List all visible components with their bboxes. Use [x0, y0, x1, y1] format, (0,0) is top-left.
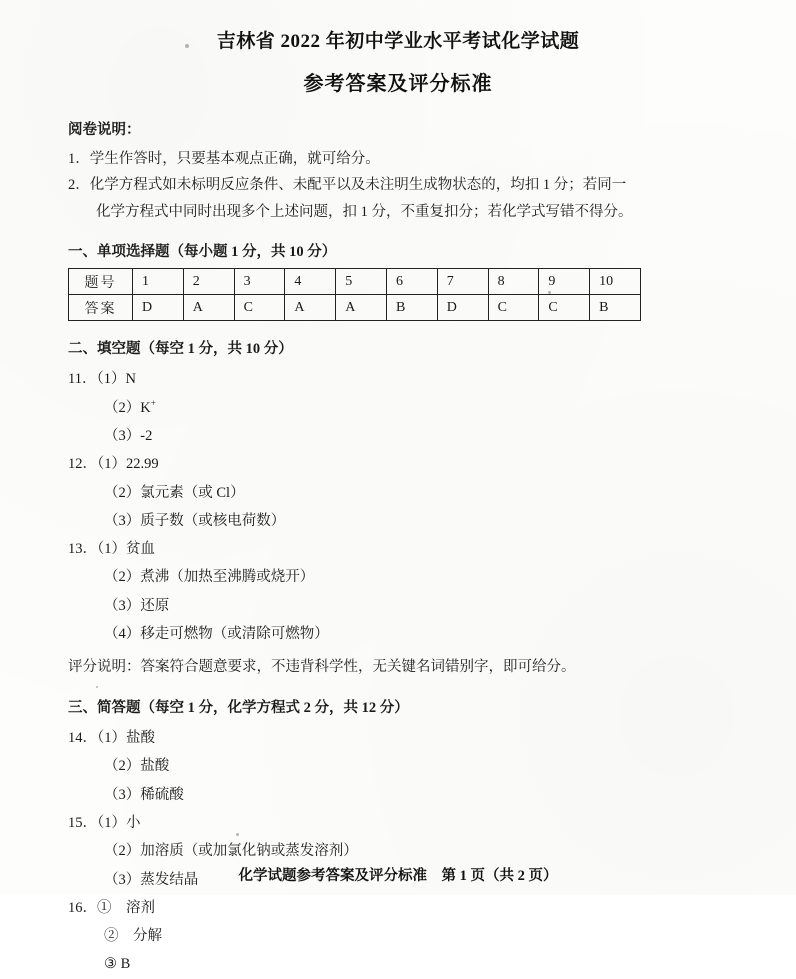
- page-subtitle: 参考答案及评分标准: [303, 73, 493, 95]
- table-cell-number-1: 1: [133, 269, 184, 295]
- table-row-label-number: 题号: [69, 269, 133, 295]
- answer-line-14-1: 14．（1）盐酸: [68, 730, 155, 747]
- table-cell-number-2: 2: [183, 269, 234, 295]
- section-heading-choice: 一、单项选择题（每小题 1 分，共 10 分）: [68, 244, 337, 261]
- answer-line-14-2: （2）盐酸: [104, 758, 170, 775]
- table-row-answers: [69, 295, 641, 321]
- notes-line-1: 1．学生作答时，只要基本观点正确，就可给分。: [68, 151, 380, 167]
- answer-line-13-1: 13．（1）贫血: [68, 541, 155, 558]
- answer-line-11-1: 11．（1）N: [68, 371, 136, 388]
- answer-line-16-3: ③ B: [104, 956, 131, 973]
- answer-line-15-1: 15．（1）小: [68, 815, 141, 831]
- table-cell-answer-3: C: [234, 295, 285, 321]
- answer-line-16-1: 16．① 溶剂: [68, 899, 155, 916]
- answer-line-13-4: （4）移走可燃物（或清除可燃物）: [104, 625, 329, 642]
- table-cell-answer-4: A: [285, 295, 336, 321]
- table-cell-answer-7: D: [437, 295, 488, 321]
- answer-line-11-2-text: （2）K: [104, 399, 151, 416]
- table-cell-number-5: 5: [336, 269, 387, 295]
- answer-line-11-2: [68, 394, 728, 422]
- answer-line-11-3: （3）-2: [104, 427, 153, 444]
- table-cell-number-4: 4: [285, 269, 336, 295]
- scoring-note: 评分说明：答案符合题意要求，不违背科学性，无关键名词错别字，即可给分。: [68, 659, 576, 676]
- table-cell-number-10: 10: [590, 269, 641, 295]
- section-heading-short: 三、简答题（每空 1 分，化学方程式 2 分，共 12 分）: [68, 700, 409, 717]
- notes-heading: 阅卷说明：: [68, 122, 141, 138]
- table-cell-answer-8: C: [488, 295, 539, 321]
- table-cell-number-3: 3: [234, 269, 285, 295]
- table-cell-answer-2: A: [183, 295, 234, 321]
- answer-line-15-3: （3）蒸发结晶: [104, 871, 199, 888]
- notes-line-2: 2．化学方程式如未标明反应条件、未配平以及未注明生成物状态的，均扣 1 分；若同一: [68, 177, 627, 194]
- page-content: [68, 0, 728, 979]
- table-cell-number-6: 6: [386, 269, 437, 295]
- table-cell-answer-6: B: [386, 295, 437, 321]
- answer-line-12-3: （3）质子数（或核电荷数）: [104, 512, 286, 529]
- table-row-label-answer: 答案: [69, 295, 133, 321]
- answer-line-13-2: （2）煮沸（加热至沸腾或烧开）: [104, 569, 315, 586]
- answer-table: [68, 268, 641, 321]
- superscript-plus: +: [150, 397, 156, 408]
- section-heading-fill: 二、填空题（每空 1 分，共 10 分）: [68, 341, 293, 358]
- answer-line-15-2: （2）加溶质（或加氯化钠或蒸发溶剂）: [104, 843, 358, 860]
- answer-line-13-3: （3）还原: [104, 597, 170, 614]
- notes-line-3: 化学方程式中同时出现多个上述问题，扣 1 分，不重复扣分；若化学式写错不得分。: [96, 203, 633, 220]
- table-cell-answer-9: C: [539, 295, 590, 321]
- page-title: 吉林省 2022 年初中学业水平考试化学试题: [216, 31, 580, 52]
- answer-line-16-2: ② 分解: [104, 928, 162, 945]
- table-cell-number-7: 7: [437, 269, 488, 295]
- table-cell-answer-5: A: [336, 295, 387, 321]
- table-cell-answer-1: D: [133, 295, 184, 321]
- table-cell-number-9: 9: [539, 269, 590, 295]
- table-row-numbers: [69, 269, 641, 295]
- table-cell-answer-10: B: [590, 295, 641, 321]
- answer-line-12-1: 12．（1）22.99: [68, 456, 159, 473]
- page-footer: 化学试题参考答案及评分标准 第 1 页（共 2 页）: [238, 868, 558, 884]
- answer-line-12-2: （2）氯元素（或 Cl）: [104, 484, 245, 501]
- answer-line-14-3: （3）稀硫酸: [104, 786, 184, 803]
- table-cell-number-8: 8: [488, 269, 539, 295]
